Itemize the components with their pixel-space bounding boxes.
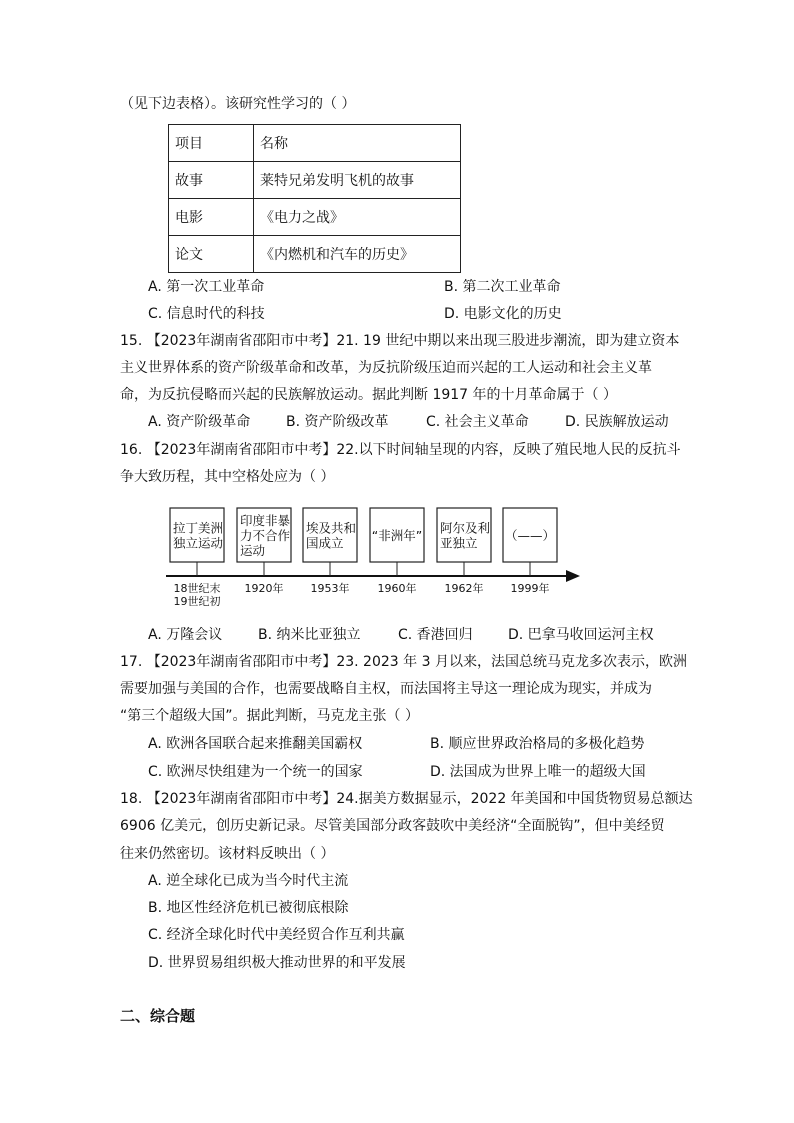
q15-stem-line: 主义世界体系的资产阶级革命和改革，为反抗阶级压迫而兴起的工人运动和社会主义革 bbox=[120, 360, 652, 376]
timeline-year-label: 1960年 bbox=[377, 582, 417, 595]
timeline-event-label: 国成立 bbox=[306, 535, 344, 551]
timeline-arrow bbox=[566, 570, 580, 582]
q18-option-b[interactable]: B. 地区性经济危机已被彻底根除 bbox=[148, 900, 349, 916]
timeline-diagram bbox=[160, 502, 590, 614]
timeline-event-label: “非洲年” bbox=[371, 528, 423, 543]
q16-stem-line: 争大致历程，其中空格处应为（ ） bbox=[120, 469, 335, 485]
q14-option-b[interactable]: B. 第二次工业革命 bbox=[444, 279, 561, 295]
q15-option-b[interactable]: B. 资产阶级改革 bbox=[286, 414, 389, 430]
timeline-event-label: 运动 bbox=[240, 543, 266, 558]
timeline-year-label: 1999年 bbox=[510, 582, 550, 595]
table-row bbox=[169, 125, 461, 162]
q17-option-a[interactable]: A. 欧洲各国联合起来推翻美国霸权 bbox=[148, 736, 363, 752]
timeline-event-label: 埃及共和 bbox=[306, 520, 357, 536]
q16-option-a[interactable]: A. 万隆会议 bbox=[148, 627, 223, 643]
q17-option-b[interactable]: B. 顺应世界政治格局的多极化趋势 bbox=[430, 736, 645, 752]
table-cell: 项目 bbox=[169, 125, 254, 162]
table-cell: 电影 bbox=[169, 199, 254, 236]
timeline-event-label: 力不合作 bbox=[240, 528, 291, 543]
timeline-event-label: 阿尔及利 bbox=[440, 520, 491, 536]
q17-option-d[interactable]: D. 法国成为世界上唯一的超级大国 bbox=[430, 764, 646, 780]
q15-option-a[interactable]: A. 资产阶级革命 bbox=[148, 414, 251, 430]
q15-option-c[interactable]: C. 社会主义革命 bbox=[426, 414, 529, 430]
q18-option-c[interactable]: C. 经济全球化时代中美经贸合作互利共赢 bbox=[148, 927, 405, 943]
q18-option-d[interactable]: D. 世界贸易组织极大推动世界的和平发展 bbox=[148, 955, 406, 971]
q16-option-c[interactable]: C. 香港回归 bbox=[398, 627, 473, 643]
q17-option-c[interactable]: C. 欧洲尽快组建为一个统一的国家 bbox=[148, 764, 363, 780]
q18-stem-line: 往来仍然密切。该材料反映出（ ） bbox=[120, 846, 335, 862]
q14-option-d[interactable]: D. 电影文化的历史 bbox=[444, 306, 562, 322]
table-row bbox=[169, 199, 461, 236]
timeline-year-label: 1920年 bbox=[244, 582, 284, 595]
section-heading: 二、综合题 bbox=[120, 1007, 196, 1025]
q16-option-b[interactable]: B. 纳米比亚独立 bbox=[258, 627, 361, 643]
timeline-year-label: 18世纪末 bbox=[173, 582, 221, 595]
table-cell: 名称 bbox=[254, 125, 461, 162]
table-cell: 《电力之战》 bbox=[254, 199, 461, 236]
q16-stem-line: 16. 【2023年湖南省邵阳市中考】22.以下时间轴呈现的内容，反映了殖民地人民的反抗斗 bbox=[120, 442, 681, 458]
table-cell: 《内燃机和汽车的历史》 bbox=[254, 236, 461, 273]
table-cell: 莱特兄弟发明飞机的故事 bbox=[254, 162, 461, 199]
q18-stem-line: 18. 【2023年湖南省邵阳市中考】24.据美方数据显示，2022 年美国和中国货物贸易总额达 bbox=[120, 791, 693, 807]
timeline-year-label: 1962年 bbox=[444, 582, 484, 595]
timeline-event-label: 独立运动 bbox=[173, 535, 224, 551]
timeline-event-label: 拉丁美洲 bbox=[173, 520, 224, 536]
table-row bbox=[169, 236, 461, 273]
q15-option-d[interactable]: D. 民族解放运动 bbox=[565, 414, 669, 430]
table-cell: 论文 bbox=[169, 236, 254, 273]
q18-stem-line: 6906 亿美元，创历史新记录。尽管美国部分政客鼓吹中美经济“全面脱钩”，但中美经贸 bbox=[120, 818, 665, 834]
q14-option-a[interactable]: A. 第一次工业革命 bbox=[148, 279, 265, 295]
table-row bbox=[169, 162, 461, 199]
q17-stem-line: 需要加强与美国的合作，也需要战略自主权，而法国将主导这一理论成为现实，并成为 bbox=[120, 681, 652, 697]
research-table bbox=[168, 124, 461, 273]
q15-stem-line: 15. 【2023年湖南省邵阳市中考】21. 19 世纪中期以来出现三股进步潮流，即为建立资本 bbox=[120, 333, 680, 349]
timeline-year-label: 19世纪初 bbox=[173, 595, 221, 608]
q14-stem: （见下边表格）。该研究性学习的（ ） bbox=[120, 96, 356, 112]
timeline-year-label: 1953年 bbox=[310, 582, 350, 595]
timeline-event-label: 亚独立 bbox=[440, 535, 478, 551]
q14-option-c[interactable]: C. 信息时代的科技 bbox=[148, 306, 265, 322]
q15-stem-line: 命，为反抗侵略而兴起的民族解放运动。据此判断 1917 年的十月革命属于（ ） bbox=[120, 387, 617, 403]
q17-stem-line: 17. 【2023年湖南省邵阳市中考】23. 2023 年 3 月以来，法国总统马克龙多次表示，欧洲 bbox=[120, 654, 687, 670]
q18-option-a[interactable]: A. 逆全球化已成为当今时代主流 bbox=[148, 873, 349, 889]
timeline-event-label: （——） bbox=[504, 528, 556, 543]
timeline-event-label: 印度非暴 bbox=[240, 513, 291, 528]
table-cell: 故事 bbox=[169, 162, 254, 199]
q16-option-d[interactable]: D. 巴拿马收回运河主权 bbox=[508, 627, 654, 643]
q17-stem-line: “第三个超级大国”。据此判断，马克龙主张（ ） bbox=[120, 708, 419, 724]
